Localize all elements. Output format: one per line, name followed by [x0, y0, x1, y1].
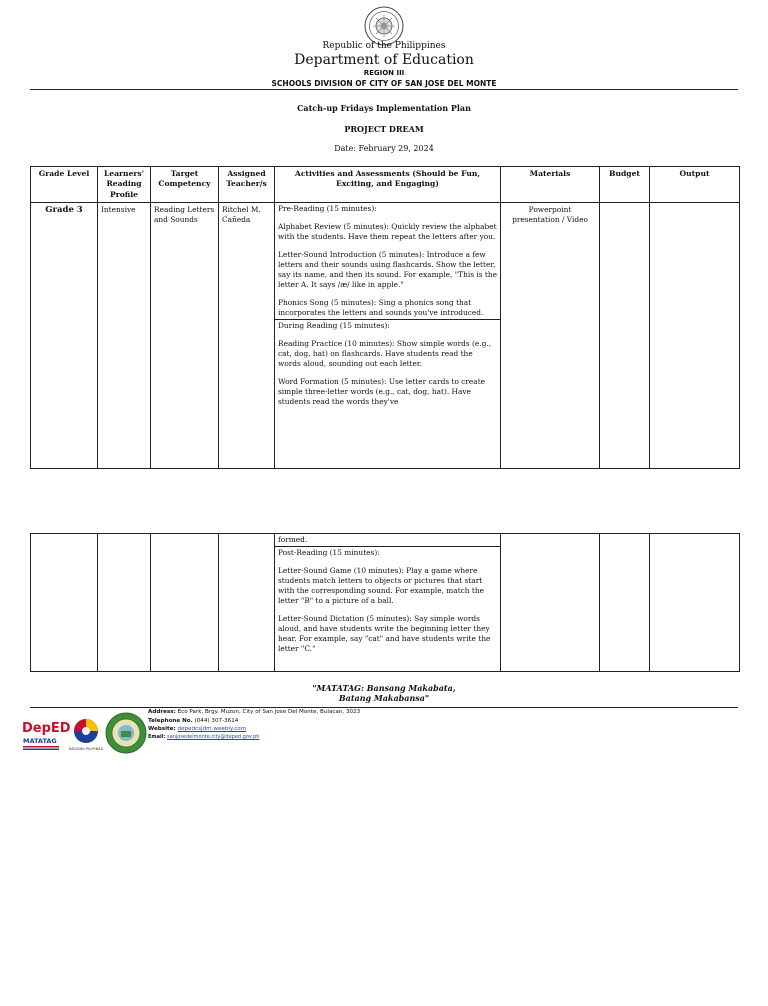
- header-divider: [30, 89, 738, 90]
- header-budget: Budget: [600, 167, 650, 203]
- word-formation-text: Word Formation (5 minutes): Use letter cards to create simple three-letter words (e.g., cat, dog, hat). Have students read the words they've: [278, 376, 486, 406]
- header-grade-level: Grade Level: [31, 167, 98, 203]
- tagline-line-2: Batang Makabansa": [338, 693, 430, 704]
- matatag-text: MATATAG: [23, 737, 57, 745]
- footer-email: [148, 734, 360, 742]
- project-title: PROJECT DREAM: [344, 124, 424, 134]
- deped-logo-icon: [22, 721, 71, 750]
- tagline: [0, 683, 768, 704]
- reading-profile-cell-cont: [98, 534, 151, 672]
- department-title: Department of Education: [294, 52, 474, 68]
- competency-cell: Reading Letters and Sounds: [151, 202, 219, 468]
- pre-reading-block: [275, 203, 500, 319]
- grade-cell-cont: [31, 534, 98, 672]
- competency-cell-cont: [151, 534, 219, 672]
- pre-reading-heading: Pre-Reading (15 minutes):: [278, 203, 377, 213]
- address-value: Eco Park, Brgy. Muzon, City of San Jose Del Monte, Bulacan, 3023: [177, 709, 361, 715]
- output-cell-cont: [650, 534, 740, 672]
- activities-cell-cont: [275, 534, 501, 672]
- header-materials: Materials: [501, 167, 600, 203]
- header-reading-profile: Learners' Reading Profile: [98, 167, 151, 203]
- budget-cell: [600, 202, 650, 468]
- address-label: Address:: [148, 709, 176, 715]
- materials-cell-cont: [501, 534, 600, 672]
- table-header-row: [31, 167, 740, 203]
- header-activities: Activities and Assessments (Should be Fun, Exciting, and Engaging): [275, 167, 501, 203]
- deped-seal-icon: [364, 6, 404, 46]
- deped-logo-text: DepED: [22, 721, 71, 736]
- bagong-pilipinas-text: BAGONG PILIPINAS: [68, 747, 104, 751]
- teacher-cell: Ritchel M. Cañeda: [219, 202, 275, 468]
- dictation-text: Letter-Sound Dictation (5 minutes): Say simple words aloud, and have students write the beginning letter they hear. For example, say "cat" and have students write the letter "C.": [278, 613, 491, 653]
- header-target-competency: Target Competency: [151, 167, 219, 203]
- activities-cell: [275, 202, 501, 468]
- division-seal-icon: [106, 713, 146, 753]
- header-output: Output: [650, 167, 740, 203]
- budget-cell-cont: [600, 534, 650, 672]
- region-text: REGION III: [363, 69, 405, 77]
- alphabet-review-text: Alphabet Review (5 minutes): Quickly review the alphabet with the students. Have them repeat the letters after you.: [278, 221, 497, 241]
- post-reading-heading: Post-Reading (15 minutes):: [278, 547, 380, 557]
- website-link[interactable]: depedcsjdm.weebly.com: [177, 726, 247, 733]
- word-formation-cont-block: [275, 534, 500, 546]
- grade-cell: Grade 3: [31, 202, 98, 468]
- materials-cell: Powerpoint presentation / Video: [501, 202, 600, 468]
- post-reading-block: [275, 546, 500, 655]
- footer-website: [148, 725, 360, 734]
- during-reading-block: [275, 319, 500, 408]
- footer-contact: [148, 708, 360, 742]
- footer-divider: [30, 707, 738, 708]
- teacher-cell-cont: [219, 534, 275, 672]
- implementation-table: [30, 166, 740, 469]
- header-assigned-teacher: Assigned Teacher/s: [219, 167, 275, 203]
- bagong-pilipinas-logo-icon: [69, 719, 104, 751]
- footer-phone: [148, 717, 360, 726]
- document-title: Catch-up Fridays Implementation Plan: [297, 103, 471, 113]
- document-date: Date: February 29, 2024: [334, 144, 434, 153]
- reading-profile-cell: Intensive: [98, 202, 151, 468]
- footer-address: [148, 708, 360, 717]
- email-link[interactable]: sanjosedelmonte.city@deped.gov.ph: [167, 733, 260, 740]
- phonics-song-text: Phonics Song (5 minutes): Sing a phonics song that incorporates the letters and sounds you've introduced.: [278, 297, 484, 317]
- table-row: [31, 534, 740, 672]
- reading-practice-text: Reading Practice (10 minutes): Show simple words (e.g., cat, dog, hat) on flashcards. Have students read the words aloud, sounding out each letter.: [278, 338, 492, 368]
- word-formation-cont-text: formed.: [278, 535, 308, 544]
- implementation-table-continued: [30, 533, 740, 672]
- republic-text: Republic of the Philippines: [322, 41, 446, 51]
- letter-sound-game-text: Letter-Sound Game (10 minutes): Play a game where students match letters to objects or pictures that start with the corresponding sound. For example, match the letter "B" to a picture of a ball.: [278, 565, 485, 605]
- phone-value: (044) 307-3614: [194, 717, 239, 724]
- website-label: Website:: [148, 726, 176, 733]
- division-text: SCHOOLS DIVISION OF CITY OF SAN JOSE DEL MONTE: [271, 79, 497, 88]
- phone-label: Telephone No.: [148, 717, 193, 724]
- tagline-line-1: "MATATAG: Bansang Makabata,: [312, 683, 456, 693]
- letter-sound-intro-text: Letter-Sound Introduction (5 minutes): Introduce a few letters and their sounds using flashcards. Show the letter, say its name, and then its sound. For example, "This is the letter A. It says /æ/ like in apple.": [278, 249, 497, 289]
- table-row: [31, 202, 740, 468]
- output-cell: [650, 202, 740, 468]
- email-label: Email:: [148, 733, 166, 740]
- footer-logos: [22, 712, 147, 754]
- during-reading-heading: During Reading (15 minutes):: [278, 320, 390, 330]
